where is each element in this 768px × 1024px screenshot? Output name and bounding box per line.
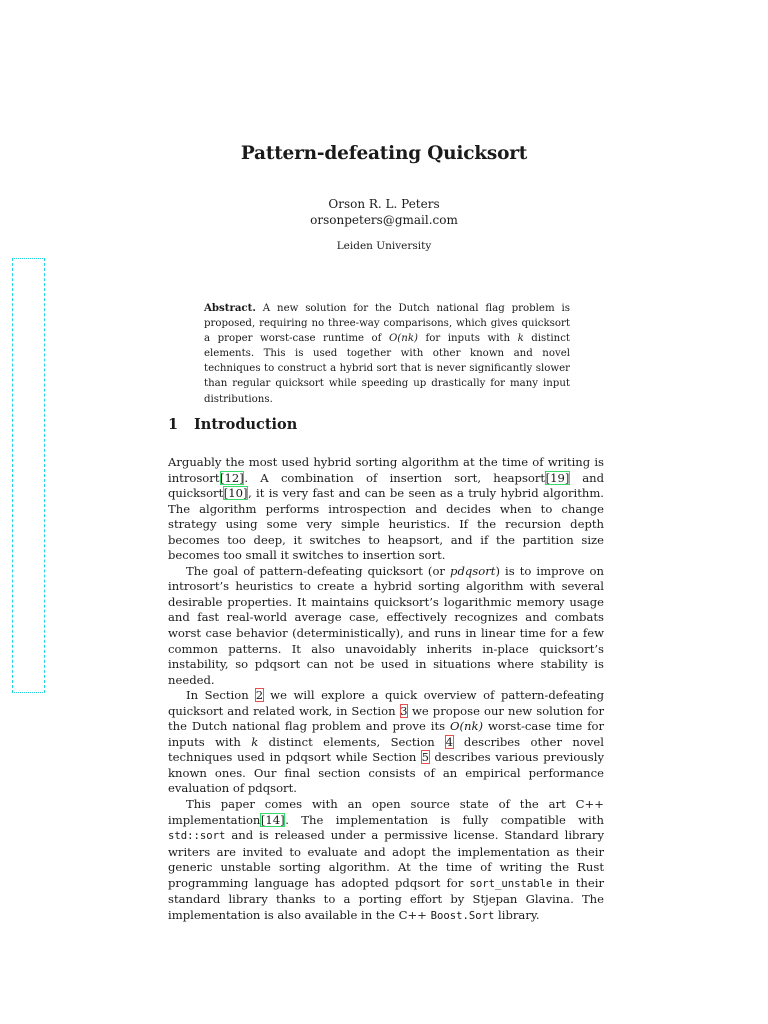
inline-code: std::sort — [168, 830, 226, 843]
citation-link[interactable]: [10] — [223, 486, 248, 501]
author-email: orsonpeters@gmail.com — [310, 213, 458, 227]
abstract-text: A new solution for the Dutch national flag problem is proposed, requiring no three-way comparisons, which gives quicksort a proper worst-case runtime of — [204, 303, 570, 345]
citation-link[interactable]: [14] — [260, 812, 285, 827]
inline-code: Boost.Sort — [430, 909, 495, 922]
text-run: we will explore a quick overview of pattern-defeating quicksort and related work, in Section — [168, 688, 604, 718]
text-run: This paper comes with an open source state of the art C++ implementation — [168, 797, 604, 827]
abstract-math: k — [517, 333, 524, 345]
text-run: in their standard library thanks to a porting effort by Stjepan Glavina. The implementation is also available in the C++ — [168, 875, 604, 922]
section-heading — [168, 416, 297, 433]
margin-annotation-box — [12, 258, 45, 693]
math: O(nk) — [449, 719, 484, 734]
text-run: library. — [494, 907, 540, 922]
abstract-text: for inputs with — [417, 333, 518, 345]
author-block — [0, 196, 768, 228]
text-run: describes various previously known ones. Our final section consists of an empirical performance evaluation of pdqsort. — [168, 750, 604, 796]
section-ref-link[interactable]: 5 — [421, 750, 430, 765]
text-run: ) is to improve on introsort’s heuristics to create a hybrid sorting algorithm with several desirable properties. It maintains quicksort’s logarithmic memory usage and fast real-world average case, effectively recognizes and combats worst case behavior (deterministically), and runs in linear time for a few common patterns. It also unavoidably inherits in-place quicksort’s instability, so pdqsort can not be used in situations where stability is needed. — [168, 563, 604, 687]
text-run: worst-case time for inputs with — [168, 719, 605, 749]
affiliation: Leiden University — [336, 240, 432, 252]
text-run: Arguably the most used hybrid sorting algorithm at the time of writing is introsort — [168, 455, 604, 485]
inline-code: sort_unstable — [469, 877, 553, 890]
abstract-label: Abstract. — [204, 302, 256, 314]
paragraph — [168, 564, 604, 688]
citation-link[interactable]: [12] — [220, 470, 244, 485]
text-run: describes other novel techniques used in pdqsort while Section — [168, 734, 604, 765]
paragraph — [168, 455, 604, 564]
abstract-math: O(nk) — [388, 333, 418, 345]
text-run: , it is very fast and can be seen as a truly hybrid algorithm. The algorithm performs introspection and decides when to change strategy using some very simple heuristics. If the recursion depth becomes too deep, it switches to heapsort, and if the partition size becomes too small it switches to insertion sort. — [168, 486, 604, 563]
text-run: . The implementation is fully compatible with — [285, 812, 604, 827]
section-title: Introduction — [194, 416, 298, 433]
emphasis: pdqsort — [450, 563, 496, 578]
paper-title: Pattern-defeating Quicksort — [240, 143, 528, 164]
section-number: 1 — [168, 416, 179, 433]
abstract — [204, 301, 570, 407]
text-run: and quicksort — [168, 470, 604, 501]
paragraph — [168, 797, 604, 924]
section-ref-link[interactable]: 3 — [400, 703, 408, 718]
text-run: The goal of pattern-defeating quicksort (or — [186, 563, 451, 578]
section-ref-link[interactable]: 2 — [255, 688, 264, 703]
paragraph — [168, 688, 604, 797]
citation-link[interactable]: [19] — [545, 470, 570, 485]
text-run: distinct elements, Section — [258, 734, 446, 749]
section-ref-link[interactable]: 4 — [445, 734, 453, 749]
text-run: and is released under a permissive license. Standard library writers are invited to evaluate and adopt the implementation as their generic unstable sorting algorithm. At the time of writing the Rust programming language has adopted pdqsort for — [168, 828, 604, 890]
abstract-text: distinct elements. This is used together with other known and novel techniques to construct a hybrid sort that is never significantly slower than regular quicksort while speeding up drastically for many input distributions. — [204, 333, 570, 405]
text-run: In Section — [186, 688, 256, 703]
text-run: . A combination of insertion sort, heapsort — [244, 470, 546, 485]
section-body — [168, 455, 604, 924]
text-run: we propose our new solution for the Dutch national flag problem and prove its — [168, 703, 604, 734]
math: k — [251, 734, 259, 749]
author-name: Orson R. L. Peters — [328, 197, 440, 211]
